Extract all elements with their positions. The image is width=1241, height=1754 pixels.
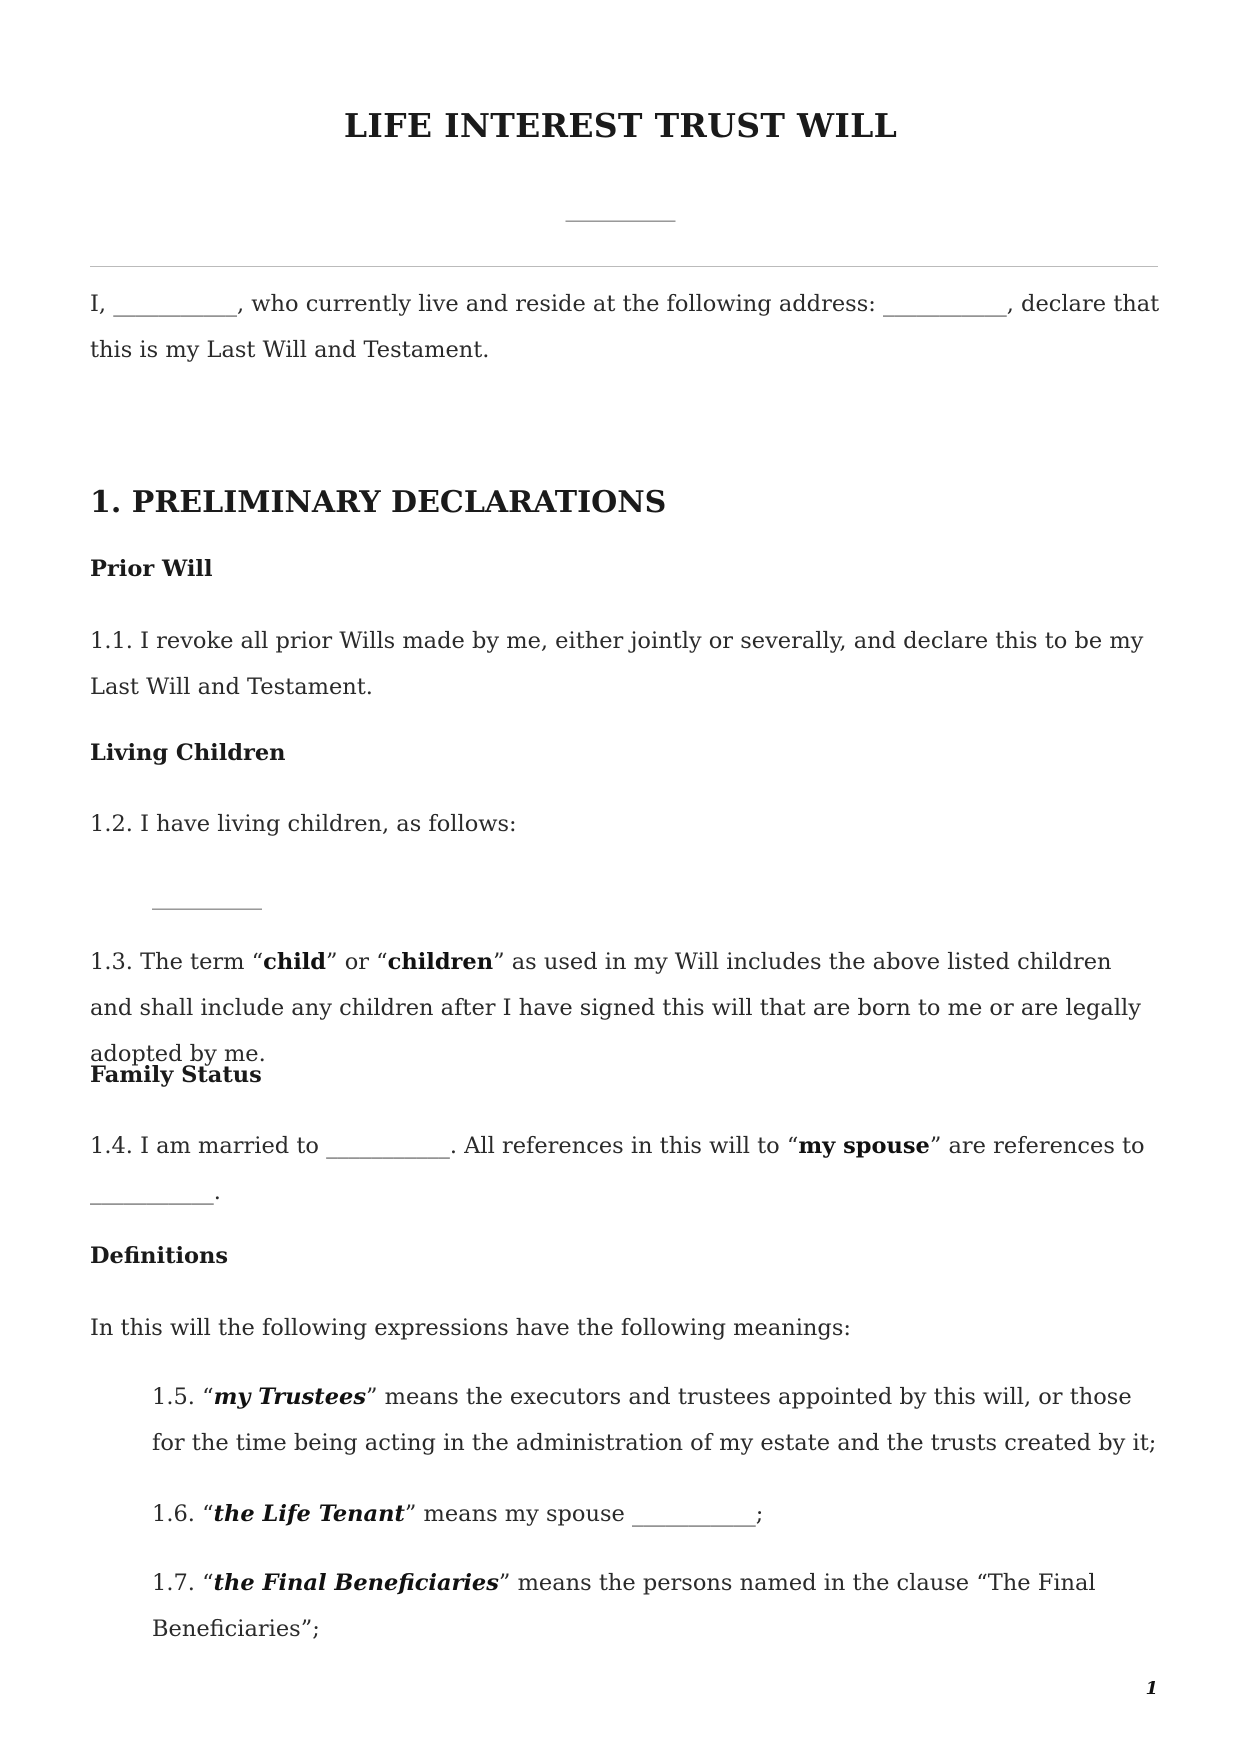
intro-text-2: , who currently live and reside at the following address: [236, 291, 883, 317]
spouse-reference-blank: ___________ [90, 1179, 214, 1205]
definitions-intro: In this will the following expressions have the following meanings: [90, 1315, 851, 1341]
term-my-trustees: my Trustees [213, 1384, 366, 1410]
term-my-spouse: my spouse [798, 1133, 930, 1159]
heading-definitions: Definitions [90, 1243, 229, 1269]
child-name-blank: ___________ [152, 886, 262, 910]
clause-1-4 [90, 1123, 1160, 1215]
clause-1-3-text-c: ” or “ [326, 949, 388, 975]
clause-1-5 [152, 1374, 1162, 1466]
life-tenant-blank: ___________ [631, 1501, 756, 1527]
subtitle-blank: ___________ [565, 198, 676, 222]
clause-1-5-text-a: 1.5. “ [152, 1384, 214, 1410]
heading-family-status: Family Status [90, 1062, 262, 1088]
term-child: child [263, 949, 327, 975]
clause-1-6-text-c: ; [755, 1501, 764, 1527]
heading-prior-will: Prior Will [90, 556, 213, 582]
name-blank: ___________ [113, 291, 237, 317]
intro-paragraph [90, 281, 1160, 373]
clause-1-4-text-a: 1.4. I am married to [90, 1133, 327, 1159]
clause-1-2: 1.2. I have living children, as follows: [90, 811, 517, 837]
clause-1-7 [152, 1560, 1162, 1652]
heading-living-children: Living Children [90, 740, 286, 766]
clause-1-4-text-b: . All references in this will to “ [449, 1133, 799, 1159]
clause-1-5-text-b: ” means the executors and trustees appointed by this will, or those for the time being acting in the administration of my estate and the trusts created by it; [152, 1384, 1157, 1456]
clause-1-3 [90, 939, 1160, 1077]
document-title: LIFE INTEREST TRUST WILL [343, 106, 898, 145]
intro-text-1: I, [90, 291, 114, 317]
clause-1-7-text-a: 1.7. “ [152, 1570, 214, 1596]
section-heading-preliminary: 1. PRELIMINARY DECLARATIONS [90, 485, 667, 520]
term-life-tenant: the Life Tenant [213, 1501, 405, 1527]
clause-1-4-text-e: . [213, 1179, 221, 1205]
clause-1-6-text-b: ” means my spouse [404, 1501, 632, 1527]
spouse-name-blank: ___________ [326, 1133, 450, 1159]
clause-1-1: 1.1. I revoke all prior Wills made by me, either jointly or severally, and declare this to be my Last Will and Testament. [90, 628, 1144, 700]
term-children: children [387, 949, 494, 975]
term-final-beneficiaries: the Final Beneficiaries [213, 1570, 499, 1596]
clause-1-3-text-a: 1.3. The term “ [90, 949, 264, 975]
clause-1-4-text-d: ” are references to [929, 1133, 1145, 1159]
clause-1-6 [152, 1491, 1162, 1537]
address-blank: ___________ [882, 291, 1007, 317]
page-number: 1 [1145, 1678, 1158, 1699]
clause-1-7-text-b: ” means the persons named in the clause “The Final Beneficiaries”; [152, 1570, 1096, 1642]
clause-1-6-text-a: 1.6. “ [152, 1501, 214, 1527]
intro-text-3: , declare that this is my Last Will and Testament. [90, 291, 1160, 363]
clause-1-3-text-e: ” as used in my Will includes the above listed children and shall include any children after I have signed this will that are born to me or are legally adopted by me. [90, 949, 1141, 1067]
divider-rule [90, 266, 1158, 267]
